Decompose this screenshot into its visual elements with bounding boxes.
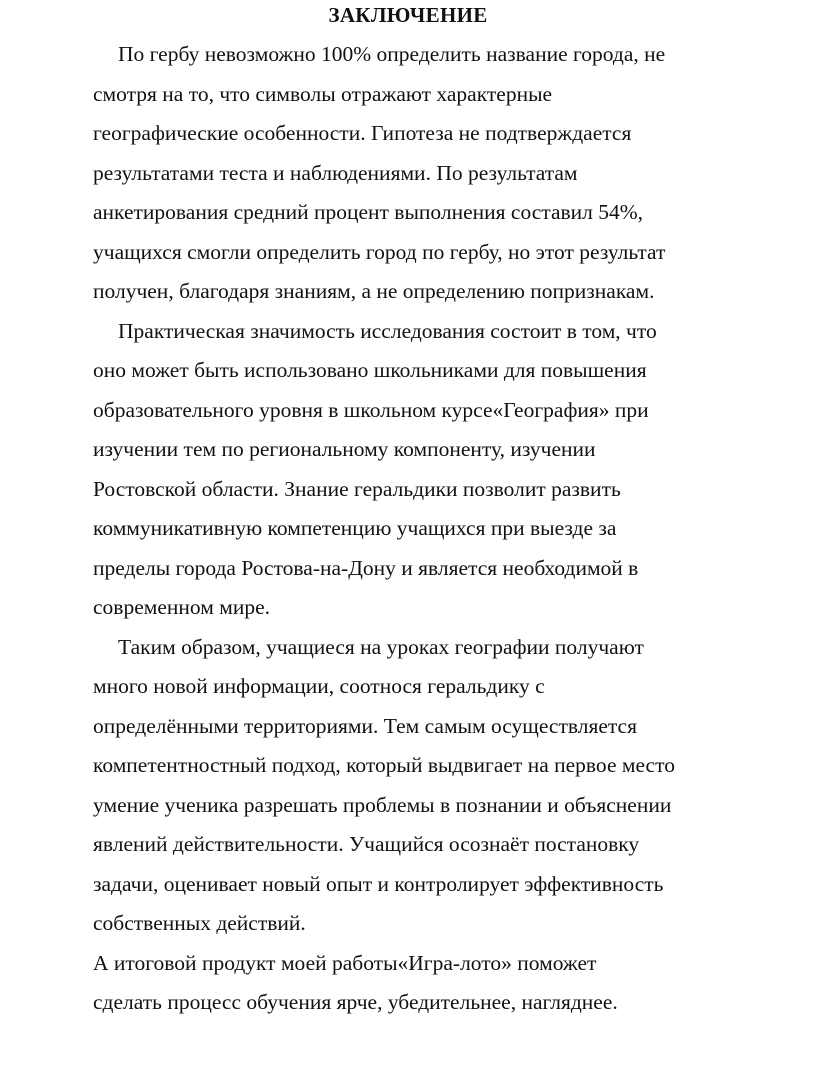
- text-line: определёнными территориями. Тем самым осуществляется: [93, 714, 637, 738]
- text-line: коммуникативную компетенцию учащихся при выезде за: [93, 516, 617, 540]
- text-line: получен, благодаря знаниям, а не определению попризнакам.: [93, 279, 655, 303]
- text-line: образовательного уровня в школьном курсе«География» при: [93, 398, 649, 422]
- text-line: Таким образом, учащиеся на уроках географии получают: [118, 635, 644, 659]
- text-line: Ростовской области. Знание геральдики позволит развить: [93, 477, 621, 501]
- text-line: географические особенности. Гипотеза не подтверждается: [93, 121, 632, 145]
- text-line: задачи, оценивает новый опыт и контролирует эффективность: [93, 872, 664, 896]
- text-line: много новой информации, соотнося геральдику с: [93, 674, 545, 698]
- text-line: оно может быть использовано школьниками для повышения: [93, 358, 647, 382]
- text-line: анкетирования средний процент выполнения составил 54%,: [93, 200, 644, 224]
- text-line: учащихся смогли определить город по гербу, но этот результат: [93, 240, 666, 264]
- text-line: результатами теста и наблюдениями. По результатам: [93, 161, 578, 185]
- text-line: смотря на то, что символы отражают характерные: [93, 82, 553, 106]
- text-line: пределы города Ростова-на-Дону и является необходимой в: [93, 556, 639, 580]
- text-line: умение ученика разрешать проблемы в познании и объяснении: [93, 793, 672, 817]
- text-line: сделать процесс обучения ярче, убедительнее, нагляднее.: [93, 990, 618, 1014]
- page-title: ЗАКЛЮЧЕНИЕ: [328, 3, 488, 27]
- text-line: современном мире.: [93, 595, 270, 619]
- text-line: явлений действительности. Учащийся осознаёт постановку: [93, 832, 640, 856]
- text-line: собственных действий.: [93, 911, 306, 935]
- text-line: изучении тем по региональному компоненту, изучении: [93, 437, 596, 461]
- text-line: По гербу невозможно 100% определить название города, не: [118, 42, 666, 66]
- text-line: компетентностный подход, который выдвигает на первое место: [93, 753, 675, 777]
- text-line: Практическая значимость исследования состоит в том, что: [118, 319, 657, 343]
- text-line: А итоговой продукт моей работы«Игра-лото» поможет: [93, 951, 597, 975]
